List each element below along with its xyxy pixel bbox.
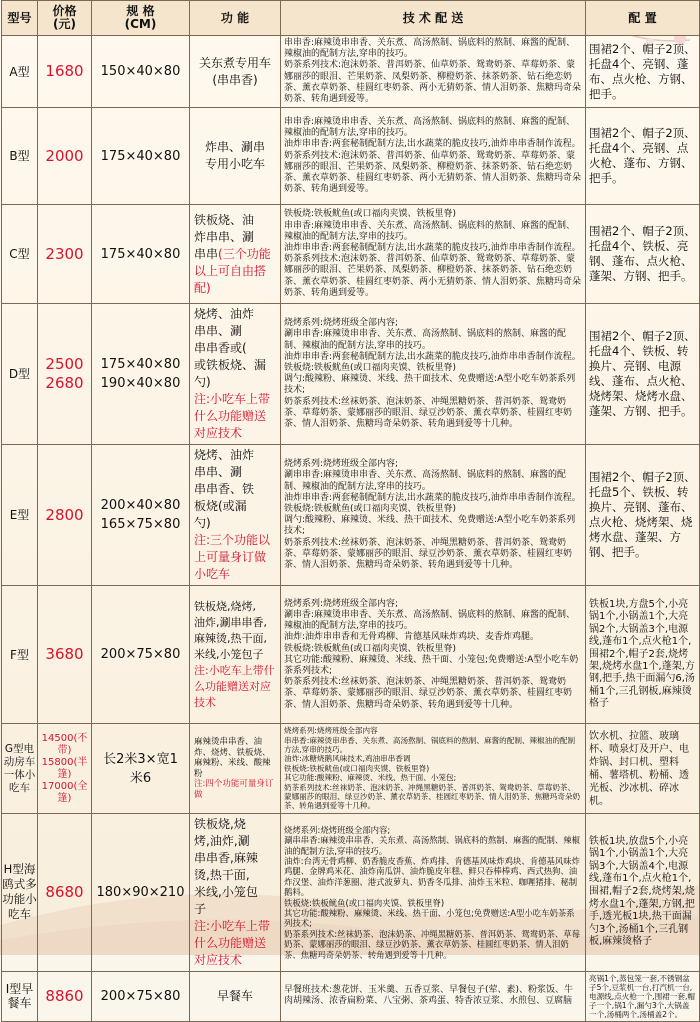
table-row [2, 304, 700, 445]
config: 铁板1块,方盘5个,小亮锅1个,小锅盖1个,大亮锅2个,大锅盖3个,电源线,蓬布1个,点火枪1个,围裙2个,帽子2套,烧烤架,烧烤水盘1个,蓬架,方钢,把手,热干面漏勺6,汤桶1个,三孔钢板,麻辣烫格子 [586, 586, 700, 724]
table-row [2, 971, 700, 1021]
model-type: F型 [2, 586, 38, 724]
function: 铁板烧、油 炸串串、涮 串串(三个功能以上可自由搭配) [190, 205, 281, 304]
table-row [2, 205, 700, 304]
model-type: B型 [2, 108, 38, 205]
tech: 烧烤系列:烧烤班级全部内容; 涮串串香:麻辣烫串串香、关东煮、高汤熬制、锅底料的熬制、麻酱的配制、辣椒油的配制方法,穿串的技巧。 油炸串串香:两套秘制配制方法,出水蔬菜的脆皮技巧,油炸串串香制作流程。 铁板烧:铁板鱿鱼(或口福肉夹馍、铁板里脊) 调勺:酸辣粉、麻辣烫、米线、热干面技术、免费赠送:A型小吃车奶茶系列技术; 奶茶系列技术:丝袜奶茶、泡沫奶茶、冲绳黑糖奶茶、普洱奶茶、鸳鸯奶茶、草莓奶茶、蒙娜丽莎的眼泪、绿豆沙奶茶、薰衣草奶茶、桂圆红枣奶茶、情人泪奶茶、焦糖玛奇朵奶茶、转角遇到爱等十几种。 [281, 304, 586, 445]
table-row [2, 813, 700, 971]
table-row [2, 36, 700, 108]
config: 饮水机、拉篮、玻璃杯、喷泉灯及开户、电炸锅、封口机、塑料桶、薯塔机、粉桶、透光板、沙冰机、碎冰机。 [586, 724, 700, 814]
model-type: H型海鸥式多功能小吃车 [2, 813, 38, 971]
price: 14500(不带) 15800(半篷) 17000(全篷) [38, 724, 92, 814]
config: 围裙2个、帽子2顶、托盘4个、亮钢、蓬布、点火枪、方钢、把手。 [586, 36, 700, 108]
config: 围裙2个、帽子2顶、托盘4个、亮钢、点火枪、蓬布、方钢、把手。 [586, 108, 700, 205]
spec: 200×75×80 [92, 971, 190, 1021]
table-row [2, 724, 700, 814]
model-type: I型早餐车 [2, 971, 38, 1021]
config: 亮锅1个,蒸包笼一套,不锈钢盆子5个,豆浆机一台,打汽机一台,电源线,点火枪一个,围裙一套,帽子一个,锅1个,漏勺3个,大锅盖一个,汤桶两个,汤桶盖2个。 [586, 971, 700, 1021]
price: 2300 [38, 205, 92, 304]
tech: 铁板烧:铁板鱿鱼(或口福肉夹馍、铁板里脊) 串串香:麻辣烫串串香、关东煮、高汤熬制、锅底料的熬制、麻酱的配制、辣椒油的配制方法,穿串的技巧。 油炸串串香:两套秘制配制方法,出水蔬菜的脆皮技巧,油炸串串香制作流程。 奶茶系列技术:泡沫奶茶、普洱奶茶、仙草奶茶、鸳鸯奶茶、草莓奶茶、蒙娜丽莎的眼泪、芒果奶茶、凤梨奶茶、柳橙奶茶、抹茶奶茶、钻石绝恋奶茶、薰衣草奶茶、桂圆红枣奶茶、两小无猜奶茶、情人泪奶茶、焦糖玛奇朵奶茶、转角遇到爱等。 [281, 205, 586, 304]
product-price-table [1, 0, 700, 1022]
spec: 175×40×80 190×40×80 [92, 304, 190, 445]
price: 2800 [38, 445, 92, 586]
function-note: 注:三个功能以上可量身订做小吃车 [194, 533, 271, 582]
function-note: (三个功能以上可自由搭配) [194, 246, 271, 295]
spec: 200×40×80 165×75×80 [92, 445, 190, 586]
model-type: E型 [2, 445, 38, 586]
config: 围裙2个、帽子2顶、托盘4个、铁板、转换片、亮钢、电源线、蓬布、点火枪、烧烤架、烧烤水盘、蓬架、方钢、把手。 [586, 304, 700, 445]
header-spec: 规 格 (CM) [92, 1, 190, 36]
function: 铁板烧,烧烤, 油炸,涮串串香, 麻辣烫,热干面, 米线,小笼包子 注:小吃车上带什么功能赠送对应技术 [190, 586, 281, 724]
function: 烧烤、油炸 串串、涮 串串香或( 或铁板烧、漏 勺) 注:小吃车上带什么功能赠送对应技术 [190, 304, 281, 445]
price: 8680 [38, 813, 92, 971]
function: 关东煮专用车 (串串香) [190, 36, 281, 108]
price: 2000 [38, 108, 92, 205]
function-note: 注:四个功能可量身订做 [194, 779, 274, 800]
model-type: C型 [2, 205, 38, 304]
config: 铁板1块,放盘5个,小亮锅1个,小锅盖1个,大亮锅3个,大锅盖4个,电源线,蓬布1个,点火枪1个,围裙,帽子2套,烧烤架,烧烤水盘1个,蓬架,方钢,把手,透光板1块,热干面漏勺3个,汤桶1个,三孔钢板,麻辣烫格子 [586, 813, 700, 971]
function: 炸串、涮串 专用小吃车 [190, 108, 281, 205]
tech: 串串香:麻辣烫串串香、关东煮、高汤熬制、锅底料的熬制、麻酱的配制、辣椒油的配制方法,穿串的技巧。 奶茶系列技术:泡沫奶茶、普洱奶茶、仙草奶茶、鸳鸯奶茶、草莓奶茶、蒙娜丽莎的眼泪、芒果奶茶、凤梨奶茶、柳橙奶茶、抹茶奶茶、钻石绝恋奶茶、薰衣草奶茶、桂圆红枣奶茶、两小无猜奶茶、情人泪奶茶、焦糖玛奇朵奶茶、转角遇到爱等。 [281, 36, 586, 108]
spec: 200×75×80 [92, 586, 190, 724]
price: 2500 2680 [38, 304, 92, 445]
function: 麻辣烫串串香、油炸、烧烤、铁板烧、麻辣粉、米线、酸辣粉 注:四个功能可量身订做 [190, 724, 281, 814]
function: 烧烤、油炸 串串、涮 串串香、铁 板烧(或漏 勺) 注:三个功能以上可量身订做小吃车 [190, 445, 281, 586]
function-note: 注:小吃车上带什么功能赠送对应技术 [194, 392, 271, 441]
header-type: 型号 [2, 1, 38, 36]
header-price: 价格 (元) [38, 1, 92, 36]
config: 围裙2个、帽子2顶、托盘4个、铁板、亮钢、蓬布、点火枪、蓬架、方钢、把手。 [586, 205, 700, 304]
price: 1680 [38, 36, 92, 108]
function: 铁板烧,烧 烤,油炸,涮 串串香,麻辣 烫,热干面, 米线,小笼包 子 注:小吃车上带什么功能赠送对应技术 [190, 813, 281, 971]
spec: 150×40×80 [92, 36, 190, 108]
price: 3680 [38, 586, 92, 724]
tech: 烧烤系列:烧烤班级全部内容; 涮串香:麻辣烫串串香、关东煮、高汤熬制、锅底料的熬制、麻酱的配制、辣椒油的配制方法,穿串的技巧。 油炸:油炸串串香和无骨鸡柳、肯德基风味炸鸡块、麦香炸鸡腿。 铁板烧:铁板鱿鱼(或口福肉夹馍、铁板里脊) 其它功能:酸辣粉、麻辣烫、米线、热干面、小笼包;免费赠送:A型小吃车奶茶系列技术; 奶茶系列技术:丝袜奶茶、泡沫奶茶、冲绳黑糖奶茶、普洱奶茶、鸳鸯奶茶、草莓奶茶、蒙娜丽莎的眼泪、绿豆沙奶茶、薰衣草奶茶、桂圆红枣奶茶、情人泪奶茶、焦糖玛奇朵奶茶、转角遇到爱等十几种。 [281, 586, 586, 724]
table-row [2, 586, 700, 724]
function: 早餐车 [190, 971, 281, 1021]
spec: 175×40×80 [92, 108, 190, 205]
model-type: G型电动房车一体小吃车 [2, 724, 38, 814]
tech: 串串香:麻辣烫串串香、关东煮、高汤熬制、锅底料的熬制、麻酱的配制、辣椒油的配制方法,穿串的技巧。 油炸串串香:两套秘制配制方法,出水蔬菜的脆皮技巧,油炸串串香制作流程。 奶茶系列技术:泡沫奶茶、普洱奶茶、仙草奶茶、鸳鸯奶茶、草莓奶茶、蒙娜丽莎的眼泪、芒果奶茶、凤梨奶茶、柳橙奶茶、抹茶奶茶、钻石绝恋奶茶、薰衣草奶茶、桂圆红枣奶茶、两小无猜奶茶、情人泪奶茶、焦糖玛奇朵奶茶、转角遇到爱等。 [281, 108, 586, 205]
spec: 长2米3×宽1米6 [92, 724, 190, 814]
tech: 烧烤系列:烧烤班级全部内容; 涮串串香:麻辣烫串串香、关东煮、高汤熬制、锅底料的熬制、麻酱的配制、辣椒油的配制方法,穿串的技巧。 油炸串串香:两套秘制配制方法,出水蔬菜的脆皮技巧,油炸串串香制作流程。 铁板烧:铁板鱿鱼(或口福肉夹馍、铁板里脊) 调勺:酸辣粉、麻辣烫、米线、热干面技术、免费赠送:A型小吃车奶茶系列技术; 奶茶系列技术:丝袜奶茶、泡沫奶茶、冲绳黑糖奶茶、普洱奶茶、鸳鸯奶茶、草莓奶茶、蒙娜丽莎的眼泪、绿豆沙奶茶、薰衣草奶茶、桂圆红枣奶茶、情人泪奶茶、焦糖玛奇朵奶茶、转角遇到爱等十几种。 [281, 445, 586, 586]
header-config: 配 置 [586, 1, 700, 36]
table-row [2, 108, 700, 205]
tech: 烧烤系列:烧烤班级全部内容 串串香:麻辣烫串串香、关东煮、高汤熬制、锅底料的熬制、麻酱的配制、辣椒油的配制方法,穿串的技巧。 油炸:冰糖烧鹅风味技术,鸡油串串香调 铁板烧:铁板鱿鱼(或口福肉夹馍、铁板里脊) 其它功能:酸辣粉、麻辣烫、米线、热干面、小笼包; 奶茶系列技术:丝袜奶茶、泡沫奶茶、冲绳黑糖奶茶、普洱奶茶、鸳鸯奶茶、草莓奶茶、蒙娜丽莎的眼泪、绿豆沙奶茶、薰衣草奶茶、桂圆红枣奶茶、情人泪奶茶、焦糖玛奇朵奶茶、转角遇到爱等十几种。 [281, 724, 586, 814]
spec: 175×40×80 [92, 205, 190, 304]
tech: 烧烤系列:烧烤班级全部内容; 涮串串香:麻辣烫串串香、关东煮、高汤熬制、锅底料的熬制、麻酱的配制、辣椒油的配制方法,穿串的技巧。 油炸:台湾无骨鸡柳、奶香脆皮香蕉、炸鸡排、肯德基风味炸鸡块、肯德基风味炸鸡腿、金牌鸡米花、油炸南瓜饼、油炸脆皮年糕、鲜只吞棒棒鸡、西式热狗、油炸汉堡、油炸洋葱圈、港式波萝丸、奶香冬瓜排、油炸玉米粒、咖喱猪排、秘制鹅料。 铁板烧:铁板鱿鱼(或口福肉夹馍、铁板里脊) 其它功能:酸辣粉、麻辣烫、米线、热干面、小笼包;免费赠送:A型小吃车奶茶系列技术; 奶茶系列技术:丝袜奶茶、泡沫奶茶、冲绳黑糖奶茶、普洱奶茶、鸳鸯奶茶、草莓奶茶、蒙娜丽莎的眼泪、绿豆沙奶茶、薰衣草奶茶、桂圆红枣奶茶、情人泪奶茶、焦糖玛奇朵奶茶、转角遇到爱等十几种。 [281, 813, 586, 971]
table-row [2, 445, 700, 586]
header-function: 功 能 [190, 1, 281, 36]
model-type: A型 [2, 36, 38, 108]
price: 8860 [38, 971, 92, 1021]
header-tech: 技 术 配 送 [281, 1, 586, 36]
model-type: D型 [2, 304, 38, 445]
function-note: 注:小吃车上带什么功能赠送对应技术 [194, 663, 275, 709]
config: 围裙2个、帽子2顶、托盘5个、铁板、转换片、亮钢、蓬布、点火枪、烧烤架、烧烤水盘、蓬架、方钢、把手。 [586, 445, 700, 586]
spec: 180×90×210 [92, 813, 190, 971]
table-header-row [2, 1, 700, 36]
tech: 早餐班技术:葱花饼、玉米羹、五香豆浆、早餐包子(荤、素)、粉浆饭、牛肉胡辣汤、浓香扁粉菜、八宝粥、茶鸡蛋、特香浓豆浆、水煎包、豆腐脑 [281, 971, 586, 1021]
function-note: 注:小吃车上带什么功能赠送对应技术 [194, 918, 271, 967]
